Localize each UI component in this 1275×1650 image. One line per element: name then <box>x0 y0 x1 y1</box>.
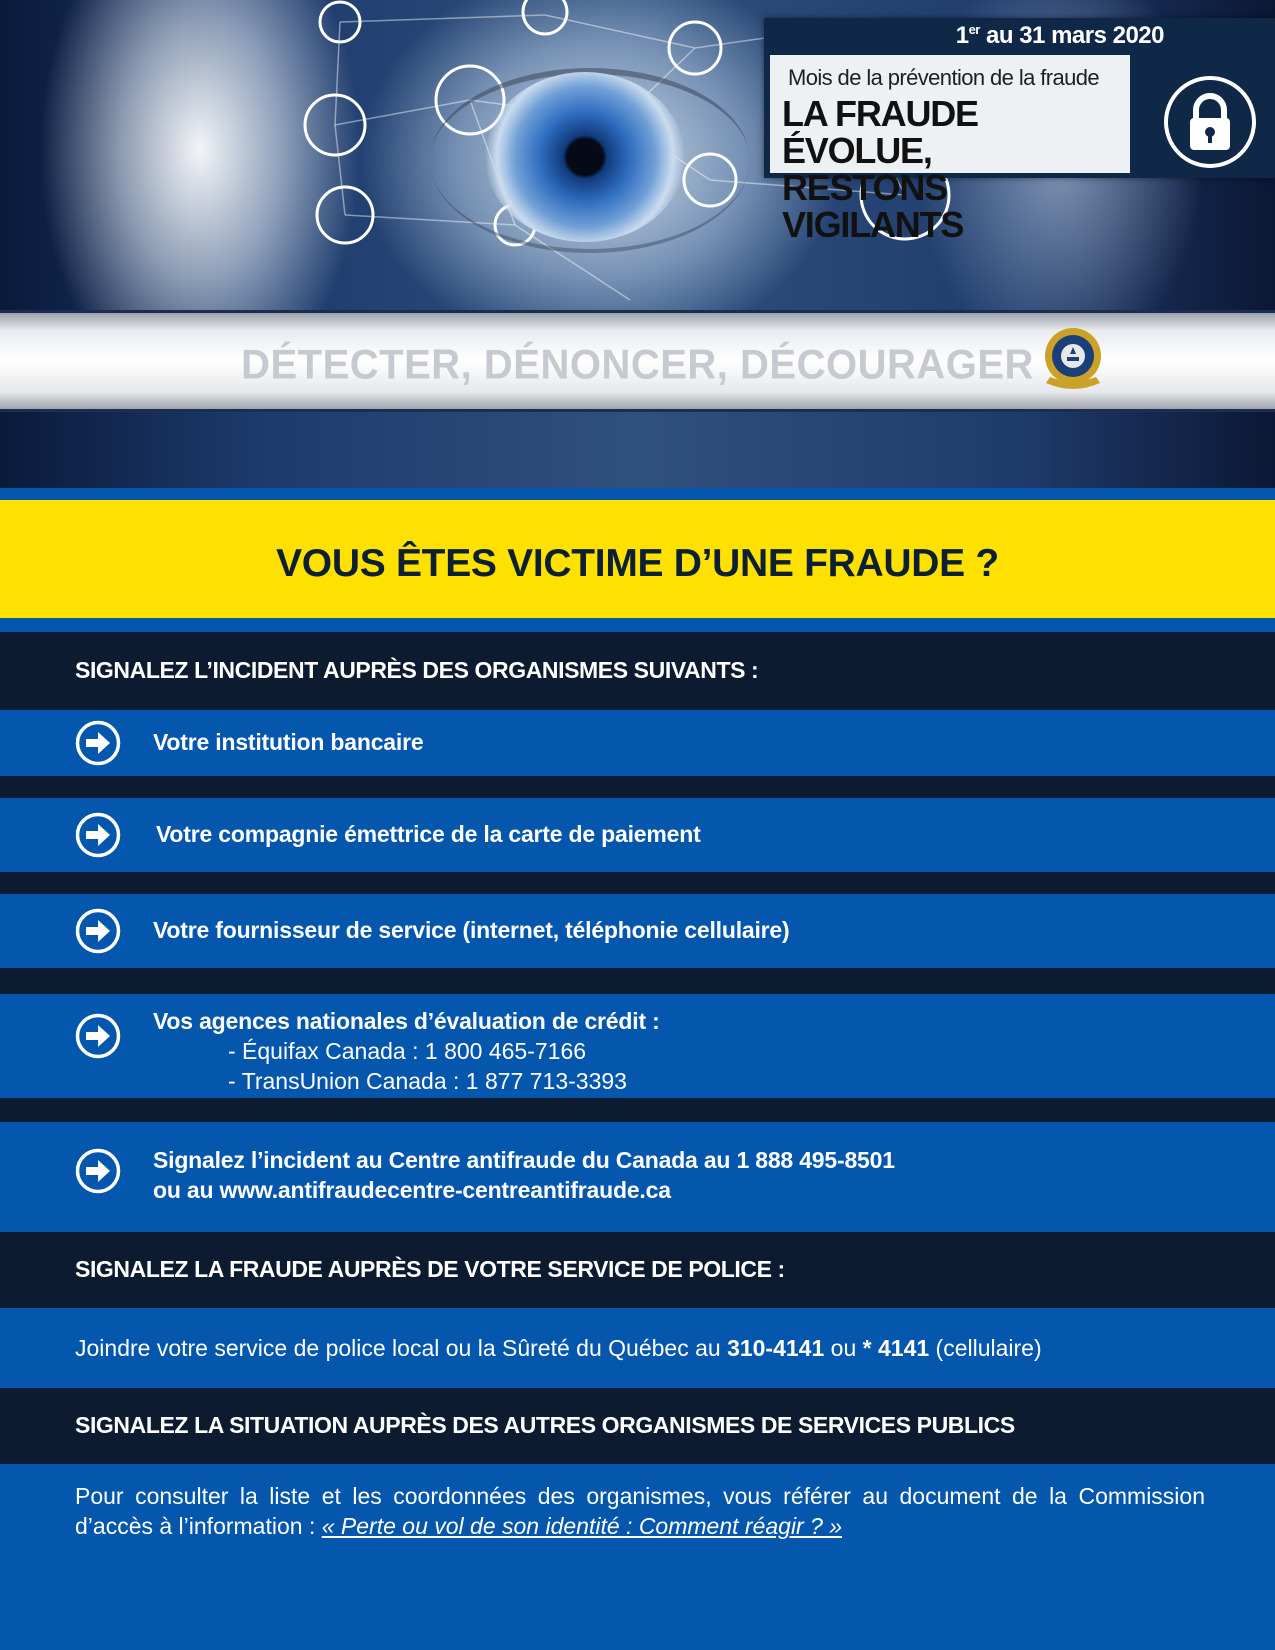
police-mobile-phone: * 4141 <box>862 1335 930 1361</box>
list-item <box>0 994 1275 1098</box>
list-item-label: Votre fournisseur de service (internet, téléphonie cellulaire) <box>153 917 790 943</box>
section3-heading: SIGNALEZ LA SITUATION AUPRÈS DES AUTRES ORGANISMES DE SERVICES PUBLICS <box>75 1412 1015 1438</box>
list-item <box>0 710 1275 776</box>
police-phone: 310-4141 <box>727 1335 825 1361</box>
arrow-circle-icon <box>75 720 121 766</box>
section2-heading: SIGNALEZ LA FRAUDE AUPRÈS DE VOTRE SERVICE DE POLICE : <box>75 1256 785 1282</box>
title-band <box>0 500 1275 618</box>
section1-header <box>0 632 1275 710</box>
slogan: DÉTECTER, DÉNONCER, DÉCOURAGER <box>241 341 1034 389</box>
list-item <box>0 894 1275 968</box>
row-divider <box>0 968 1275 994</box>
campaign-date: 1er au 31 mars 2020 <box>955 22 1164 49</box>
arrow-circle-icon <box>75 908 121 954</box>
row-divider <box>0 776 1275 798</box>
section2-body <box>0 1308 1275 1388</box>
antifraud-centre-line1: Signalez l’incident au Centre antifraude du Canada au 1 888 495-8501 <box>153 1147 895 1173</box>
list-item-label: Vos agences nationales d’évaluation de crédit : <box>153 1008 660 1034</box>
list-item <box>0 1122 1275 1232</box>
campaign-kicker: Mois de la prévention de la fraude <box>788 65 1100 90</box>
section2-header <box>0 1232 1275 1308</box>
slogan-band <box>0 310 1275 412</box>
campaign-title-box <box>770 55 1130 245</box>
lock-icon <box>1164 76 1256 168</box>
list-item-label: Votre institution bancaire <box>153 729 424 755</box>
police-contact-text: Joindre votre service de police local ou la Sûreté du Québec au 310-4141 ou * 4141 (cellulaire) <box>75 1335 1042 1361</box>
identity-theft-guide-link[interactable]: « Perte ou vol de son identité : Comment réagir ? » <box>321 1513 843 1539</box>
section3-header <box>0 1388 1275 1464</box>
row-divider <box>0 872 1275 894</box>
section1-heading: SIGNALEZ L’INCIDENT AUPRÈS DES ORGANISMES SUIVANTS : <box>75 657 759 683</box>
surete-quebec-seal-icon <box>1040 325 1106 395</box>
transunion-contact: - TransUnion Canada : 1 877 713-3393 <box>228 1068 627 1094</box>
public-services-text: Pour consulter la liste et les coordonnées des organismes, vous référer au document de la Commission d’accès à l’information : « Perte ou vol de son identité : Comment réagir ? » <box>75 1483 1205 1539</box>
equifax-contact: - Équifax Canada : 1 800 465-7166 <box>228 1038 587 1064</box>
section3-body <box>0 1464 1275 1650</box>
list-item <box>0 798 1275 872</box>
campaign-badge <box>764 18 1275 245</box>
hero-banner <box>0 0 1275 488</box>
page-title: VOUS ÊTES VICTIME D’UNE FRAUDE ? <box>276 542 999 585</box>
arrow-circle-icon <box>75 812 121 858</box>
row-divider <box>0 1098 1275 1122</box>
eye-image <box>485 72 685 242</box>
arrow-circle-icon <box>75 1148 121 1194</box>
campaign-title: LA FRAUDE ÉVOLUE, RESTONS VIGILANTS <box>782 93 978 245</box>
list-item-label: Votre compagnie émettrice de la carte de paiement <box>156 821 701 847</box>
antifraud-centre-line2: ou au www.antifraudecentre-centreantifraude.ca <box>153 1177 671 1203</box>
arrow-circle-icon <box>75 1013 121 1059</box>
